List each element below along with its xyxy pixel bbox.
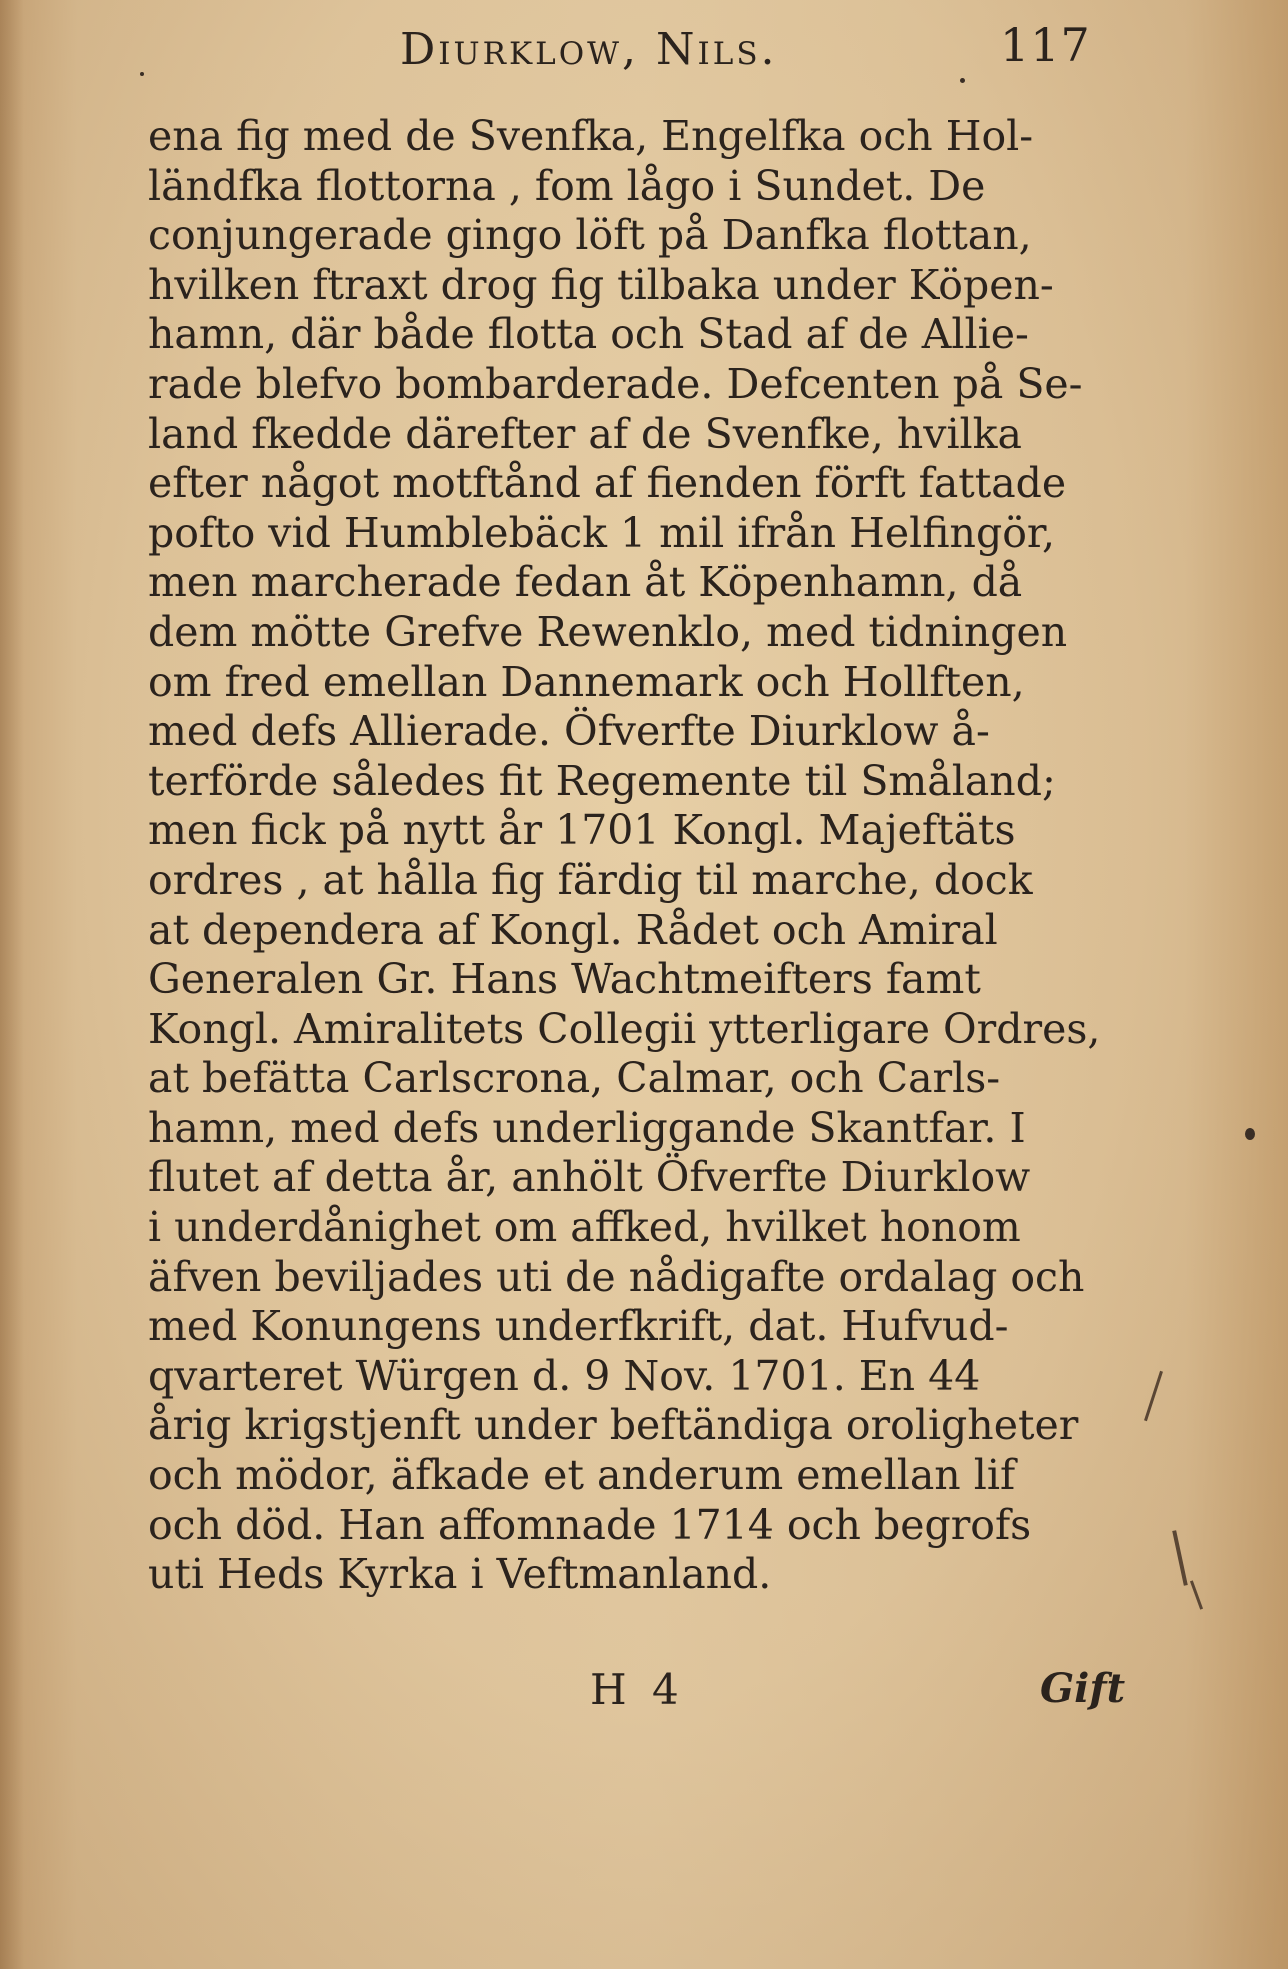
body-text — [148, 112, 1128, 1600]
paper-speck — [1245, 1128, 1255, 1140]
running-head: Diurklow, Nils. — [400, 24, 778, 75]
text-line: hamn, med defs underliggande Skantfar. I — [148, 1103, 1026, 1152]
text-line: Generalen Gr. Hans Wachtmeifters famt — [148, 955, 981, 1004]
text-line: med defs Allierade. Öfverfte Diurklow å- — [148, 707, 990, 756]
page-number: 117 — [1000, 18, 1091, 72]
text-line: conjungerade gingo löft på Danfka flottan, — [148, 211, 1032, 260]
signature-mark: H 4 — [590, 1665, 685, 1714]
catchword: Gift — [1040, 1665, 1126, 1712]
text-line: rade blefvo bombarderade. Defcenten på Se- — [148, 359, 1083, 408]
paper-mark — [1190, 1580, 1203, 1609]
text-line: at befätta Carlscrona, Calmar, och Carls- — [148, 1054, 1001, 1103]
text-line: i underdånighet om affked, hvilket honom — [148, 1203, 1021, 1252]
text-line: efter något motftånd af fienden förft fattade — [148, 459, 1067, 508]
text-line: årig krigstjenft under beftändiga oroligheter — [148, 1401, 1079, 1450]
text-line: pofto vid Humblebäck 1 mil ifrån Helfingör, — [148, 508, 1056, 557]
text-line: med Konungens underfkrift, dat. Hufvud- — [148, 1302, 1009, 1351]
page-header — [0, 18, 1288, 88]
text-line: flutet af detta år, anhölt Öfverfte Diurklow — [148, 1153, 1031, 1202]
paper-speck — [140, 72, 144, 76]
text-line: Kongl. Amiralitets Collegii ytterligare Ordres, — [148, 1004, 1101, 1053]
text-line: äfven beviljades uti de nådigafte ordalag och — [148, 1252, 1085, 1301]
text-line: ordres , at hålla fig färdig til marche, dock — [148, 855, 1033, 904]
text-line: ena fig med de Svenfka, Engelfka och Hol- — [148, 112, 1034, 160]
text-line: om fred emellan Dannemark och Hollften, — [148, 657, 1025, 706]
text-line: men marcherade fedan åt Köpenhamn, då — [148, 558, 1023, 607]
text-line: land fkedde därefter af de Svenfke, hvilka — [148, 409, 1022, 458]
paper-mark — [1172, 1530, 1188, 1586]
text-line: hamn, där både flotta och Stad af de Allie- — [148, 310, 1029, 359]
text-line: ländfka flottorna , fom lågo i Sundet. De — [148, 161, 986, 210]
text-line: terförde således fit Regemente til Småland; — [148, 756, 1056, 805]
text-line: qvarteret Würgen d. 9 Nov. 1701. En 44 — [148, 1351, 981, 1400]
text-line: och död. Han affomnade 1714 och begrofs — [148, 1500, 1032, 1549]
paper-speck — [960, 78, 965, 83]
text-line: och mödor, äfkade et anderum emellan lif — [148, 1451, 1016, 1500]
text-line: hvilken ftraxt drog fig tilbaka under Köpen- — [148, 260, 1054, 309]
text-line: at dependera af Kongl. Rådet och Amiral — [148, 905, 998, 954]
text-line: men fick på nytt år 1701 Kongl. Majeftäts — [148, 806, 1016, 855]
page-footer — [0, 1665, 1288, 1725]
text-line: dem mötte Grefve Rewenklo, med tidningen — [148, 607, 1068, 656]
text-line: uti Heds Kyrka i Veftmanland. — [148, 1550, 772, 1599]
paper-mark — [1144, 1371, 1163, 1421]
